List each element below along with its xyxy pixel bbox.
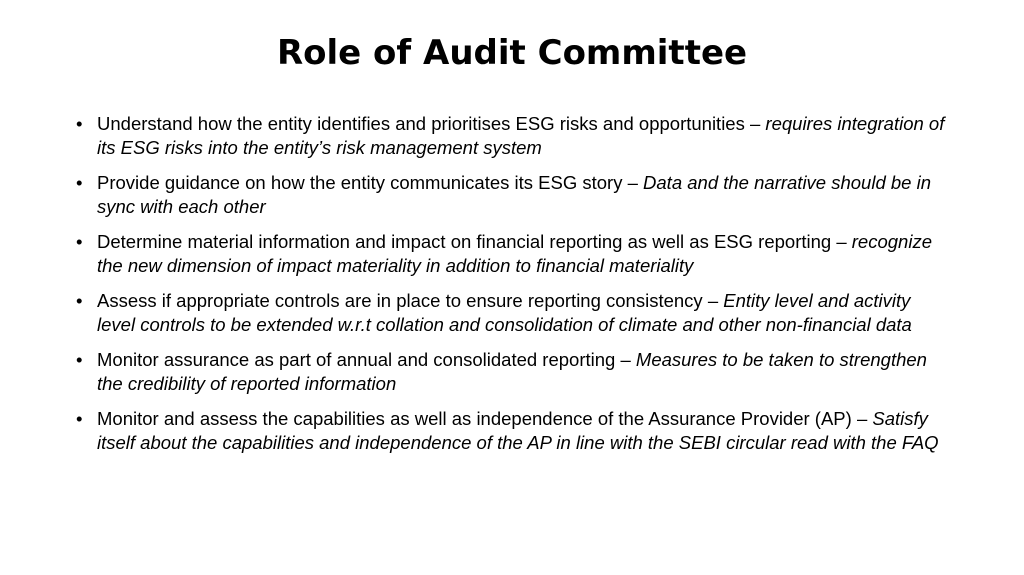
bullet-icon: • [76,172,83,193]
bullet-item [76,348,952,396]
bullet-text: Determine material information and impact on financial reporting as well as ESG reporting – [97,231,852,252]
bullet-icon: • [76,113,83,134]
bullet-text: Assess if appropriate controls are in place to ensure reporting consistency – [97,290,724,311]
bullet-emphasis: Data and the narrative should be in sync with each other [97,172,932,217]
bullet-icon: • [76,408,83,429]
bullet-text: Monitor assurance as part of annual and consolidated reporting – [97,349,636,370]
bullet-list [76,112,952,466]
bullet-item [76,171,952,219]
bullet-emphasis: requires integration of its ESG risks into the entity’s risk management system [97,113,945,158]
bullet-item [76,407,952,455]
bullet-item [76,230,952,278]
bullet-emphasis: Satisfy itself about the capabilities and independence of the AP in line with the SEBI circular read with the FAQ [97,408,939,453]
bullet-emphasis: Entity level and activity level controls to be extended w.r.t collation and consolidation of climate and other non-financial data [97,290,912,335]
bullet-icon: • [76,231,83,252]
bullet-text: Provide guidance on how the entity communicates its ESG story – [97,172,644,193]
bullet-emphasis: recognize the new dimension of impact materiality in addition to financial materiality [97,231,932,276]
bullet-icon: • [76,349,83,370]
bullet-text: Monitor and assess the capabilities as well as independence of the Assurance Provider (AP) – [97,408,873,429]
bullet-item [76,112,952,160]
bullet-item [76,289,952,337]
bullet-text: Understand how the entity identifies and prioritises ESG risks and opportunities – [97,113,766,134]
slide-title: Role of Audit Committee [276,33,748,73]
bullet-icon: • [76,290,83,311]
bullet-emphasis: Measures to be taken to strengthen the credibility of reported information [97,349,927,394]
